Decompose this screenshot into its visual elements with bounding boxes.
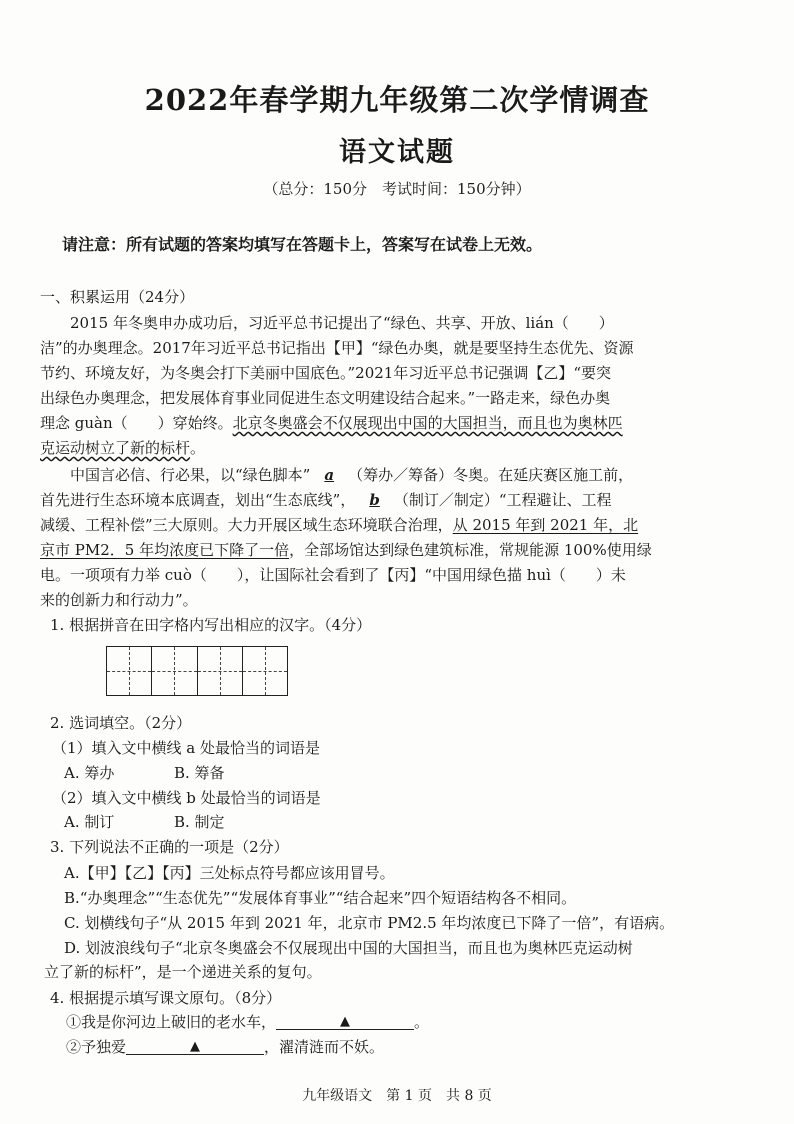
tianzige-cell[interactable] <box>198 647 243 695</box>
option-c[interactable]: C. 划横线句子“从 2015 年到 2021 年，北京市 PM2.5 年均浓度已下降了一倍”，有语病。 <box>64 914 675 932</box>
passage-line: 节约、环境友好，为冬奥会打下美丽中国底色。”2021年习近平总书记强调【乙】“要突 <box>40 364 612 382</box>
option-a[interactable]: A.【甲】【乙】【丙】三处标点符号都应该用冒号。 <box>64 864 395 882</box>
underlined-sentence: 从 2015 年到 2021 年，北 <box>452 516 639 534</box>
section-heading: 一、积累运用（24分） <box>40 288 195 306</box>
passage-text: 首先进行生态环境本底调查，划出“生态底线”， <box>40 491 356 509</box>
passage-line: 2015 年冬奥申办成功后，习近平总书记提出了“绿色、共享、开放、lián（ ） <box>40 314 614 332</box>
underlined-sentence: 京市 PM2．5 年均浓度已下降了一倍 <box>40 541 290 559</box>
passage-line <box>40 436 756 461</box>
answer-blank[interactable] <box>276 1011 414 1030</box>
option-b[interactable]: B.“办奥理念”“生态优先”“发展体育事业”“结合起来”四个短语结构各不相同。 <box>64 889 577 907</box>
option-a[interactable]: A. 筹办 <box>64 764 115 782</box>
fill-prompt: ②予独爱 <box>66 1038 127 1056</box>
fill-line-1 <box>66 1011 429 1032</box>
fill-prompt: ，濯清涟而不妖。 <box>264 1038 385 1056</box>
tianzige-cell[interactable] <box>243 647 287 695</box>
question-2-sub2: （2）填入文中横线 b 处最恰当的词语是 <box>52 789 321 807</box>
option-b[interactable]: B. 筹备 <box>174 764 225 782</box>
exam-notice: 请注意：所有试题的答案均填写在答题卡上，答案写在试卷上无效。 <box>62 235 543 254</box>
passage-text: 减缓、工程补偿”三大原则。大力开展区域生态环境联合治理， <box>40 516 453 534</box>
passage-line <box>40 513 756 538</box>
blank-b: b <box>369 491 380 509</box>
exam-subject: 语文试题 <box>339 137 455 168</box>
passage-line: 来的创新力和行动力”。 <box>40 591 198 609</box>
question-3-label: 3. 下列说法不正确的一项是（2分） <box>50 838 289 856</box>
question-2-sub1: （1）填入文中横线 a 处最恰当的词语是 <box>52 739 321 757</box>
triangle-marker-icon: ▲ <box>340 1014 351 1029</box>
option-a[interactable]: A. 制订 <box>64 813 115 831</box>
passage-line: 电。一项项有力举 cuò（ ），让国际社会看到了【丙】“中国用绿色描 huì（ ）未 <box>40 566 626 584</box>
passage-line <box>40 411 756 436</box>
tianzige-grid[interactable] <box>106 646 288 696</box>
passage-text: （制订／制定）“工程避让、工程 <box>393 491 612 509</box>
option-d[interactable]: D. 划波浪线句子“北京冬奥盛会不仅展现出中国的大国担当，而且也为奥林匹克运动树 <box>64 939 633 957</box>
blank-a: a <box>324 466 335 484</box>
fill-line-2 <box>66 1036 384 1057</box>
answer-blank[interactable] <box>126 1036 264 1055</box>
question-1-label: 1. 根据拼音在田字格内写出相应的汉字。（4分） <box>50 616 372 634</box>
question-2-label: 2. 选词填空。（2分） <box>50 714 192 732</box>
passage-line <box>40 463 756 488</box>
exam-title: 2022年春学期九年级第二次学情调查 <box>144 83 650 117</box>
tianzige-cell[interactable] <box>152 647 197 695</box>
wavy-underlined-sentence: 克运动树立了新的标杆 <box>40 439 191 457</box>
option-b[interactable]: B. 制定 <box>174 813 225 831</box>
passage-line: 出绿色办奥理念，把发展体育事业同促进生态文明建设结合起来。”一路走来，绿色办奥 <box>40 389 611 407</box>
question-4-label: 4. 根据提示填写课文原句。（8分） <box>50 989 282 1007</box>
fill-prompt: ①我是你河边上破旧的老水车， <box>66 1013 277 1031</box>
fill-prompt: 。 <box>414 1013 430 1031</box>
passage-text: （筹办／筹备）冬奥。在延庆赛区施工前， <box>348 466 634 484</box>
passage-text: 理念 guàn（ ）穿始终。 <box>40 414 233 432</box>
option-d-continued: 立了新的标杆”，是一个递进关系的复句。 <box>44 963 322 981</box>
page-footer: 九年级语文 第 1 页 共 8 页 <box>302 1088 492 1104</box>
passage-line: 洁”的办奥理念。2017年习近平总书记指出【甲】“绿色办奥，就是要坚持生态优先、资源 <box>40 339 634 357</box>
passage-text: ，全部场馆达到绿色建筑标准，常规能源 100%使用绿 <box>289 541 652 559</box>
passage-line <box>40 538 756 563</box>
wavy-underlined-sentence: 北京冬奥盛会不仅展现出中国的大国担当，而且也为奥林匹 <box>232 414 623 432</box>
exam-meta: （总分：150分 考试时间：150分钟） <box>263 180 531 198</box>
passage-text: 。 <box>190 439 206 457</box>
passage-text: 中国言必信、行必果，以“绿色脚本” <box>40 466 311 484</box>
triangle-marker-icon: ▲ <box>190 1039 201 1054</box>
tianzige-cell[interactable] <box>107 647 152 695</box>
passage-line <box>40 488 756 513</box>
